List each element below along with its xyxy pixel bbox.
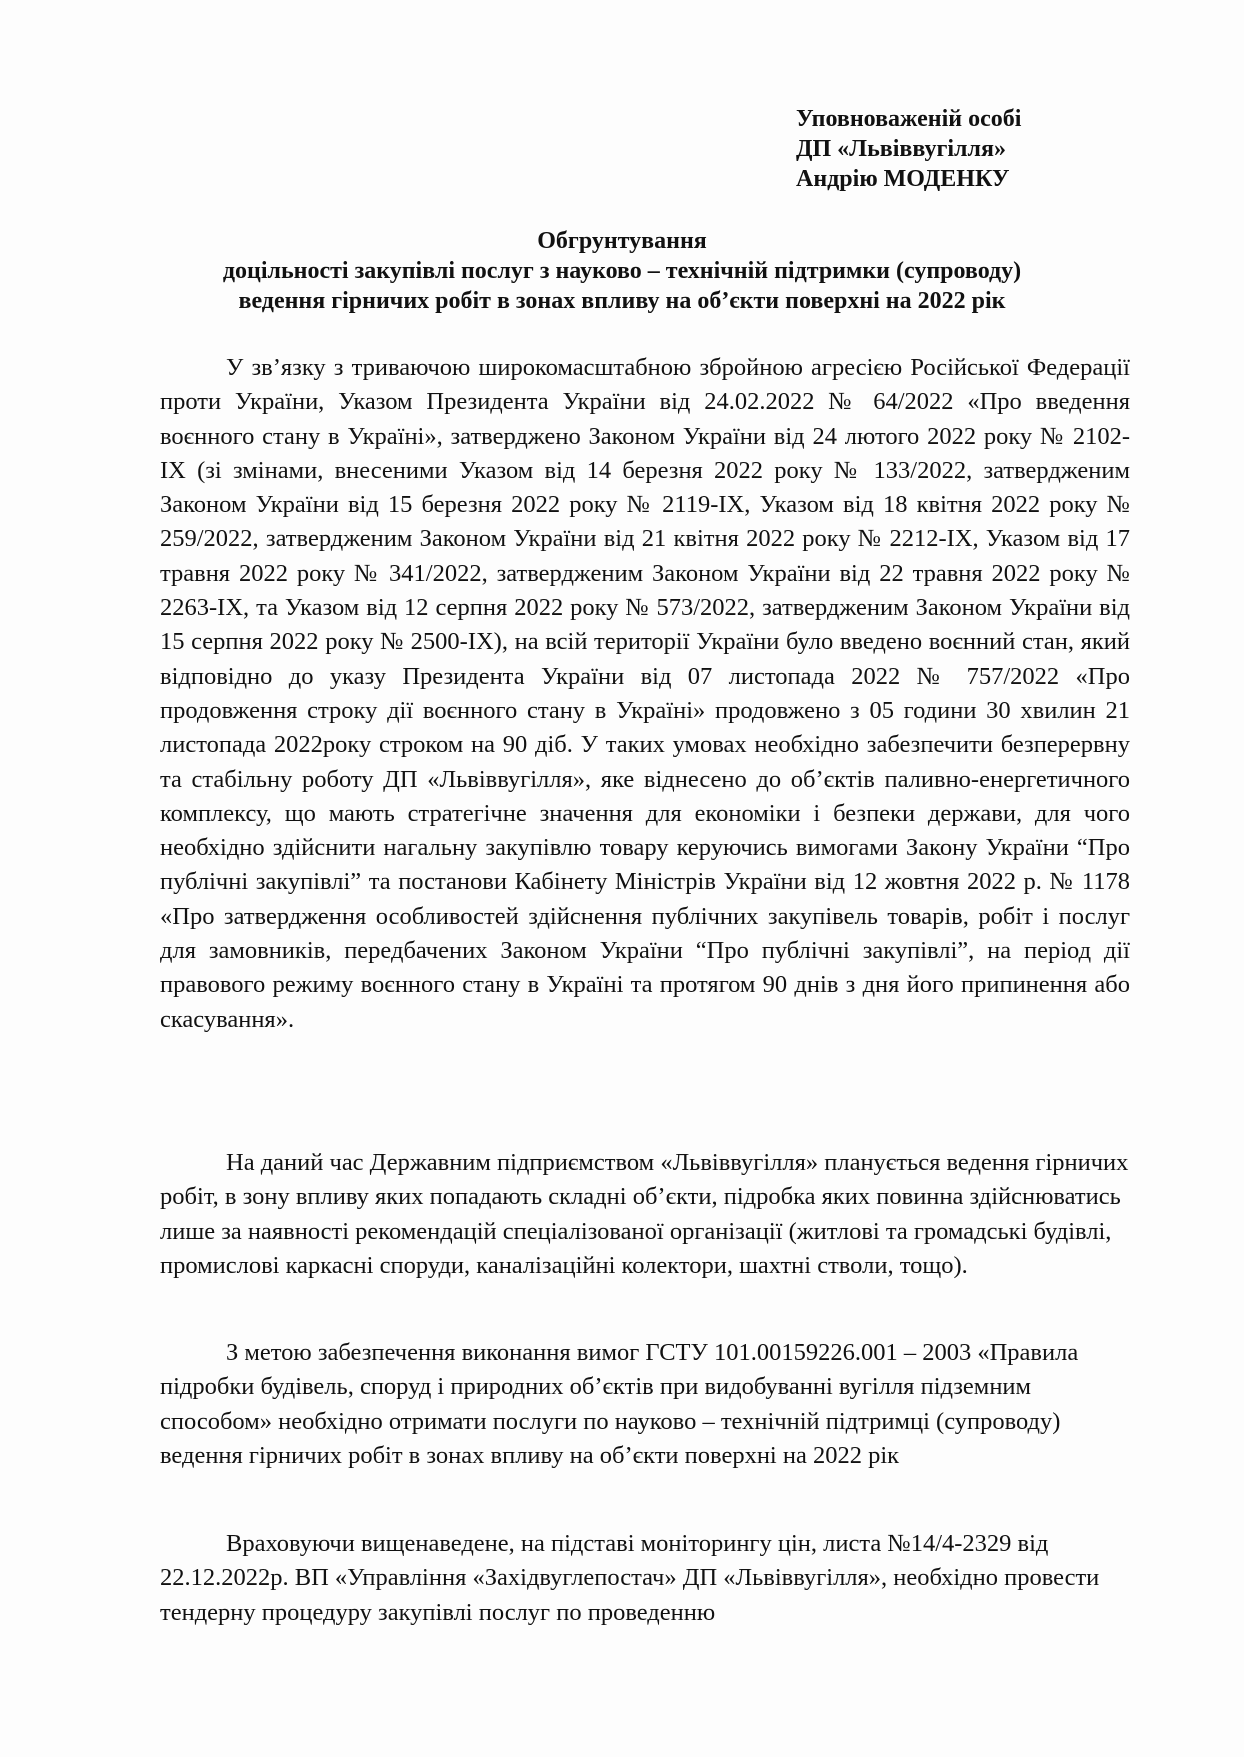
title-line-1: Обгрунтування bbox=[537, 228, 707, 254]
addressee-block bbox=[796, 104, 1196, 194]
addressee-line-2: ДП «Львіввугілля» bbox=[796, 136, 1006, 162]
addressee-line-3: Андрію МОДЕНКУ bbox=[796, 166, 1010, 192]
document-title bbox=[100, 226, 1144, 316]
title-line-3: ведення гірничих робіт в зонах впливу на об’єкти поверхні на 2022 рік bbox=[238, 288, 1006, 314]
paragraph-martial-law: У зв’язку з триваючою широкомасштабною збройною агресією Російської Федерації проти України, Указом Президента України від 24.02.2022 № 64/2022 «Про введення воєнного стану в Україні», затверджено Законом України від 24 лютого 2022 року № 2102-ІХ (зі змінами, внесеними Указом від 14 березня 2022 року № 133/2022, затвердженим Законом України від 15 березня 2022 року № 2119-ІХ, Указом від 18 квітня 2022 року № 259/2022, затвердженим Законом України від 21 квітня 2022 року № 2212-ІХ, Указом від 17 травня 2022 року № 341/2022, затвердженим Законом України від 22 травня 2022 року № 2263-ІХ, та Указом від 12 серпня 2022 року № 573/2022, затвердженим Законом України від 15 серпня 2022 року № 2500-ІХ), на всій території України було введено воєнний стан, який відповідно до указу Президента України від 07 листопада 2022 № 757/2022 «Про продовження строку дії воєнного стану в Україні» продовжено з 05 години 30 хвилин 21 листопада 2022року строком на 90 діб. У таких умовах необхідно забезпечити безперервну та стабільну роботу ДП «Львіввугілля», яке віднесено до об’єктів паливно-енергетичного комплексу, що мають стратегічне значення для економіки і безпеки держави, для чого необхідно здійснити нагальну закупівлю товару керуючись вимогами Закону України “Про публічні закупівлі” та постанови Кабінету Міністрів України від 12 жовтня 2022 р. № 1178 «Про затвердження особливостей здійснення публічних закупівель товарів, робіт і послуг для замовників, передбачених Законом України “Про публічні закупівлі”, на період дії правового режиму воєнного стану в Україні та протягом 90 днів з дня його припинення або скасування». bbox=[160, 354, 1130, 1033]
addressee-line-1: Уповноваженій особі bbox=[796, 106, 1022, 132]
paragraph-mining-works: На даний час Державним підприємством «Львіввугілля» планується ведення гірничих робіт, в зону впливу яких попадають складні об’єкти, підробка яких повинна здійснюватись лише за наявності рекомендацій спеціалізованої організації (житлові та громадські будівлі, промислові каркасні споруди, каналізаційні колектори, шахтні стволи, тощо). bbox=[160, 1149, 1129, 1279]
paragraph-conclusion: Враховуючи вищенаведене, на підставі моніторингу цін, листа №14/4-2329 від 22.12.2022р. ВП «Управління «Західвуглепостач» ДП «Львіввугілля», необхідно провести тендерну процедуру закупівлі послуг по проведенню bbox=[160, 1530, 1100, 1626]
title-line-2: доцільності закупівлі послуг з науково – технічній підтримки (супроводу) bbox=[222, 258, 1022, 284]
paragraph-standard-requirements: З метою забезпечення виконання вимог ГСТУ 101.00159226.001 – 2003 «Правила підробки будівель, споруд і природних об’єктів при видобуванні вугілля підземним способом» необхідно отримати послуги по науково – технічній підтримці (супроводу) ведення гірничих робіт в зонах впливу на об’єкти поверхні на 2022 рік bbox=[160, 1339, 1079, 1469]
